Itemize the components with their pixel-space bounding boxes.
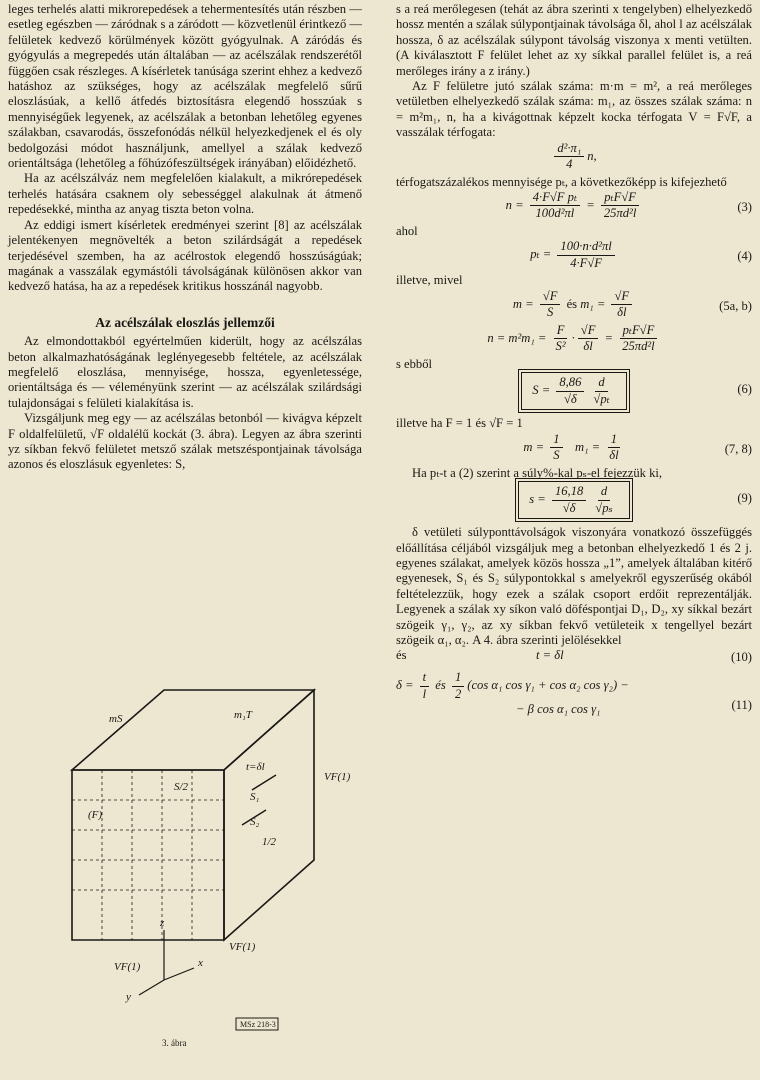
svg-text:S₁: S₁ [250, 791, 260, 803]
right-column [396, 2, 752, 718]
svg-text:VF(1): VF(1) [229, 941, 256, 953]
text-illetve: illetve, mivel [396, 273, 463, 288]
svg-text:VF(1): VF(1) [114, 961, 141, 973]
svg-text:z: z [160, 917, 165, 929]
label-m1: m₁T [234, 709, 252, 721]
text-illetve2: illetve ha F = 1 és √F = 1 [396, 416, 523, 431]
label-ms: mS [109, 713, 123, 725]
figure-caption: 3. ábra [162, 1038, 187, 1048]
equation-3: n = $\frac{\text{4·F√F pₜ}}{\text{100d²πl}}$ = $\frac{\text{pₜF√F}}{\text{25πd²l}}$ (3) [505, 190, 752, 221]
equation-n: n = m²m₁ = $\frac{F}{\text{S²}}$ · $\frac{√F}{\delta l}$ = $\frac{\text{pₜF√F}}{\text{25πd²l}}$ [396, 323, 752, 357]
svg-text:t=δl: t=δl [246, 761, 265, 773]
svg-text:S/2: S/2 [174, 781, 189, 793]
svg-text:1/2: 1/2 [262, 836, 277, 848]
paragraph: Az F felületre jutó szálak száma: m·m = m², a reá merőleges vetületben elhelyezkedő szálak száma: m₁, az összes szálak száma: n = m²m₁, n, ha a kivágottnak képzelt kocka térfogata V = F√F, a vasszálak térfogata: [396, 79, 752, 140]
equation-7-8: m = $\frac{1}{S}$ m₁ = $\frac{1}{\delta l}$ (7, 8) [523, 431, 752, 463]
paragraph: s a reá merőlegesen (tehát az ábra szerinti x tengelyben) elhelyezkedő hossz mentén a szálak súlypontjainak távolsága δl, ahol l az acélszálak hossza, δ az acélszálak súlypont távolság viszonya x menti vetülten. (A kiválasztott F felület lehet az xy síkkal parallel felület is, a reá merőleges irány a z irány.) [396, 2, 752, 78]
paragraph: Vizsgáljunk meg egy — az acélszálas betonból — kivágva képzelt F oldalfelületű, √F oldalélű kockát (3. ábra). Legyen az ábra szerinti yz síkban fekvő felületet metsző szálak metszéspontjainak távolsága azonos és eloszlásuk egyenletes: S, [8, 411, 362, 472]
equation-11: δ = $\frac{t}{l}$ és $\frac{1}{2}$ (cos α₁ cos γ₁ + cos α₂ cos γ₂) − − β cos α₁ cos γ₁ (11) [396, 670, 752, 717]
paragraph: Az elmondottakból egyértelműen kiderült, hogy az acélszálas beton alkalmazhatóságának leglényegesebb feltétele, az acélszálak megfelelő eloszlása, mennyisége, hossza, egyenletessége, orientáltsága és — véleményünk szerint — az acélszálak szilárdsági tulajdonságai s felületi kialakítása is. [8, 334, 362, 410]
figure-3-cube [14, 650, 354, 1060]
svg-text:(F): (F) [88, 809, 103, 821]
equation-5ab: m = $\frac{√F}{S}$ és m₁ = $\frac{√F}{\delta l}$ (5a, b) [512, 288, 752, 320]
equation-6: S = $\frac{8,86}{√\delta}$ $\frac{d}{\text{√pₜ}}$ (6) [396, 372, 752, 416]
equation-9: s = $\frac{16,18}{√\delta}$ $\frac{d}{\text{√pₛ}}$ (9) [396, 481, 752, 525]
svg-text:y: y [126, 991, 131, 1003]
text-s-ebbol: s ebből [396, 356, 433, 371]
paragraph: δ vetületi súlyponttávolságok viszonyára vonatkozó összefüggés előállítása céljából vizsgáljuk meg a betonban elhelyezkedő 1 és 2 j. egyenes szálakat, amelyek közös hossza „1”, amelyek általában kitérő egyenesek, S₁ és S₂ súlypontokkal s amelyekről egyszerűség okából feltételezzük, hogy ezek a szálak csoport erdőit reprezentálják. Legyenek a szálak xy síkon való döféspontjai D₁, D₂, xy síkkal bezárt szögeik γ₁, γ₂, az xy síkban fekvő vetületeik x tengellyel bezárt szögeik α₁, α₂. A 4. ábra szerinti jelölésekkel [396, 525, 752, 647]
paragraph: Ha az acélszálváz nem megfelelően kialakult, a mikrórepedések terhelés hatására csaknem oly sebességgel alakulnak át átmenő repedésekké, mintha az anyag tiszta beton volna. [8, 171, 362, 217]
svg-text:S₂: S₂ [250, 816, 260, 828]
svg-text:VF(1): VF(1) [324, 771, 351, 783]
paragraph: térfogatszázalékos mennyisége pₜ, a következőképp is kifejezhető [396, 174, 727, 189]
left-column [8, 2, 362, 473]
equation-4: pₜ = $\frac{\text{100·n·d²πl}}{4\cdot F√F}$ (4) [530, 239, 752, 270]
equation-10: és t = δl (10) [396, 648, 752, 665]
paragraph: leges terhelés alatti mikrorepedések a tehermentesítés után részben — esetleg egészben — záródnak s a záródott — közvetlenül érintkező — felületek kedvező körülmények között gyógyulnak. A záródás és gyógyulás a megrepedés után általában — az acélszálak rendszerétől függően csak részleges. A kísérletek tanúsága szerint ehhez a kedvező hatáshoz az szükséges, hogy az acélszálak megfelelő sűrű eloszlásúak, a kellő átfedés biztosításra elegendő hosszúak s mennyiségűek legyenek, az acélszálak a betonban lehetőleg egyenes szálakban, csavarodás, összefonódás nélkül helyezkedjenek el és oly bedolgozási módot használjunk, amellyel a szálak kedvező orientáltsága (lehetőleg a főhúzófeszültségek irányában) előidézhető. [8, 2, 362, 171]
figure-code: MSz 218-3 [240, 1020, 276, 1029]
svg-text:x: x [198, 957, 203, 969]
text-ahol: ahol [396, 224, 418, 239]
paragraph: Az eddigi ismert kísérletek eredményei szerint [8] az acélszálak jelentékenyen megnövelték a beton szilárdságát a repedések terjedésével szemben, ha az acélrostok elegendő hosszúságúak; magának a vasszálak egymástóli távolságának különösen akkor van kedvező hatása, ha az a repedések kritikus hosszánál nagyobb. [8, 217, 362, 294]
equation-volume: $\frac{\text{d²·π₁}}{4}$ n, [396, 141, 752, 175]
paragraph: Ha pₜ-t a (2) szerint a súly%-kal pₛ-el fejezzük ki, [412, 465, 663, 480]
section-heading: Az acélszálak eloszlás jellemzői [95, 314, 275, 330]
